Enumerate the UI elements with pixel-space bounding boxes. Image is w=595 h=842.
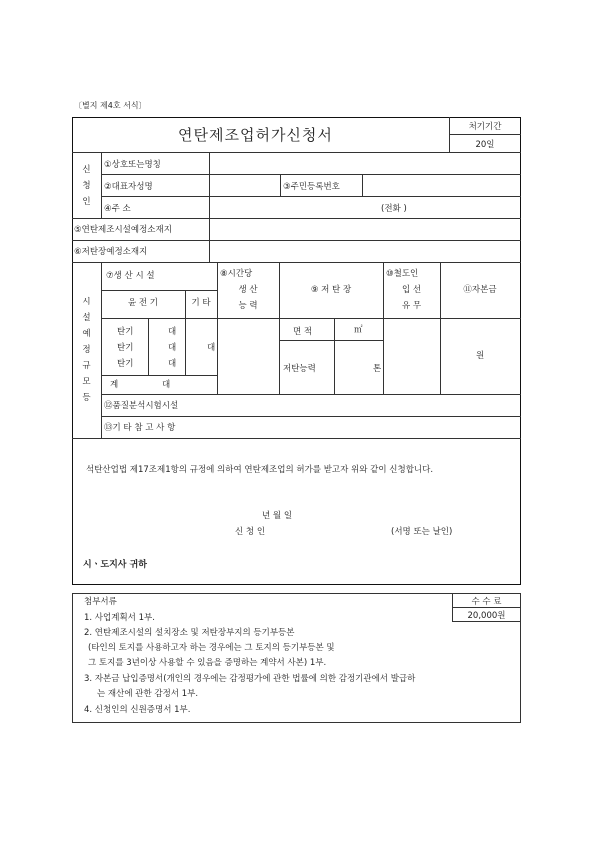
attachment-item-1: 1. 사업계획서 1부. [84,613,155,623]
factory-location-field[interactable] [210,219,520,239]
attachments-label: 첨부서류 [84,597,117,607]
attachment-item-3-cont: 는 재산에 관한 감정서 1부. [97,689,199,699]
attach-left-border [72,593,73,723]
applicant-label-divider [101,152,102,218]
total-top-line [101,375,217,376]
sign-note: (서명 또는 날인) [391,527,453,537]
processing-value: 20일 [475,140,495,150]
trade-name-field[interactable] [210,153,520,174]
representative-label: ②대표자성명 [104,182,153,192]
won-unit: 원 [476,351,485,361]
representative-field[interactable] [210,175,280,195]
machine-row-2: 탄기 [117,343,134,353]
fee-bottom-line [452,621,521,622]
quality-bottom-line [101,416,521,417]
location-bottom-line [72,262,521,263]
processing-label: 처기기간 [468,122,502,132]
applicant-label-3: 인 [82,197,91,207]
ton-unit: 톤 [373,364,382,374]
storage-capacity-label: 저탄능력 [283,364,316,374]
attachment-item-2: 2. 연탄제조시설의 설치장소 및 저탄장부지의 등기부등본 [84,628,295,638]
unit-row-1: 대 [168,327,177,337]
area-unit: ㎡ [354,325,363,335]
rail-label-2: 입 선 [401,285,422,295]
resident-no-divider-left [280,174,281,196]
facility-header-bottom [101,318,521,319]
applicant-label-2: 청 [82,181,91,191]
rail-label-1: ⑩철도인 [386,269,419,279]
resident-no-label: ③주민등록번호 [283,182,340,192]
rail-label-3: 유 무 [401,301,422,311]
facility-label-5: 규 [82,361,91,371]
machine-col-divider-2 [185,290,186,375]
storage-location-label: ⑥저탄장예정소재지 [74,247,148,257]
unit-row-3: 대 [168,359,177,369]
attachment-item-4: 4. 신청인의 신원증명서 1부. [84,705,191,715]
capital-divider-left [440,262,441,394]
phone-label: (전화 ) [381,204,407,214]
applicant-sign-field[interactable] [275,524,385,538]
form-reference: 〔별지 제4호 서식〕 [74,101,147,110]
facility-label-6: 모 [82,377,91,387]
processing-mid-line [449,134,521,135]
attachment-item-3: 3. 자본금 납입증명서(개인의 경우에는 감정평가에 관한 법률에 의한 감정기관에서 발급하 [84,674,416,684]
quality-lab-label: ⑫품질분석시험시설 [104,401,179,411]
applicant-label-1: 신 [82,165,91,175]
other-unit-label: 대 [207,343,216,353]
production-sub-line [101,290,217,291]
attach-top-border [72,593,521,594]
storage-sub-divider [334,318,335,394]
facility-label-2: 설 [82,313,91,323]
capacity-label-3: 능 력 [238,301,258,311]
machine-col-divider-1 [148,318,149,375]
other-facility-label: 기 타 [191,298,211,308]
form-top-border [72,117,521,118]
fee-value: 20,000원 [467,611,506,621]
attachment-item-2-note-2: 그 토지를 3년이상 사용할 수 있음을 증명하는 계약서 사본) 1부. [88,658,327,668]
capacity-label-2: 생 산 [238,285,258,295]
facility-bottom-line [72,438,521,439]
attach-bottom-border [72,722,521,723]
production-facility-label: ⑦생 산 시 설 [106,271,155,281]
facility-label-1: 시 [82,297,91,307]
facility-label-4: 정 [82,345,91,355]
machine-row-3: 탄기 [117,359,134,369]
address-field[interactable] [210,197,380,217]
remarks-label: ⑬기 타 참 고 사 항 [104,423,176,433]
facility-rows-bottom [101,394,521,395]
rail-divider-left [383,262,384,394]
storage-divider-left [279,262,280,394]
storage-sub-line [279,340,383,341]
capacity-divider-left [217,262,218,394]
facility-label-7: 등 [82,393,91,403]
facility-label-3: 예 [82,329,91,339]
ball-press-label: 윤 전 기 [127,298,159,308]
addressee: 시ㆍ도지사 귀하 [83,560,147,570]
applicant-sign-label: 신 청 인 [235,527,266,537]
form-right-border [520,117,521,585]
total-label: 계 [110,380,119,390]
machine-row-1: 탄기 [117,327,134,337]
form-bottom-border [72,584,521,585]
facility-label-divider [101,262,102,438]
capital-label: ⑪자본금 [463,285,497,295]
application-date: 년 월 일 [262,511,293,521]
factory-location-label: ⑤연탄제조시설예정소재지 [74,225,172,235]
total-unit: 대 [162,380,171,390]
trade-name-label: ①상호또는명칭 [104,160,161,170]
address-label: ④주 소 [104,204,131,214]
resident-no-field[interactable] [363,175,520,195]
capacity-label-1: ⑧시간당 [220,269,253,279]
form-title: 연탄제조업허가신청서 [178,126,333,144]
fee-label: 수 수 료 [471,597,502,607]
storage-yard-label: ⑨ 저 탄 장 [310,285,352,295]
application-statement: 석탄산업법 제17조제1항의 규정에 의하여 연탄제조업의 허가를 받고자 위와 같이 신청합니다. [86,465,434,475]
storage-location-field[interactable] [210,241,520,261]
fee-mid-line [452,607,521,608]
area-label: 면 적 [293,327,313,337]
attachment-item-2-note-1: (타인의 토지를 사용하고자 하는 경우에는 그 토지의 등기부등본 및 [88,643,335,653]
unit-row-2: 대 [168,343,177,353]
